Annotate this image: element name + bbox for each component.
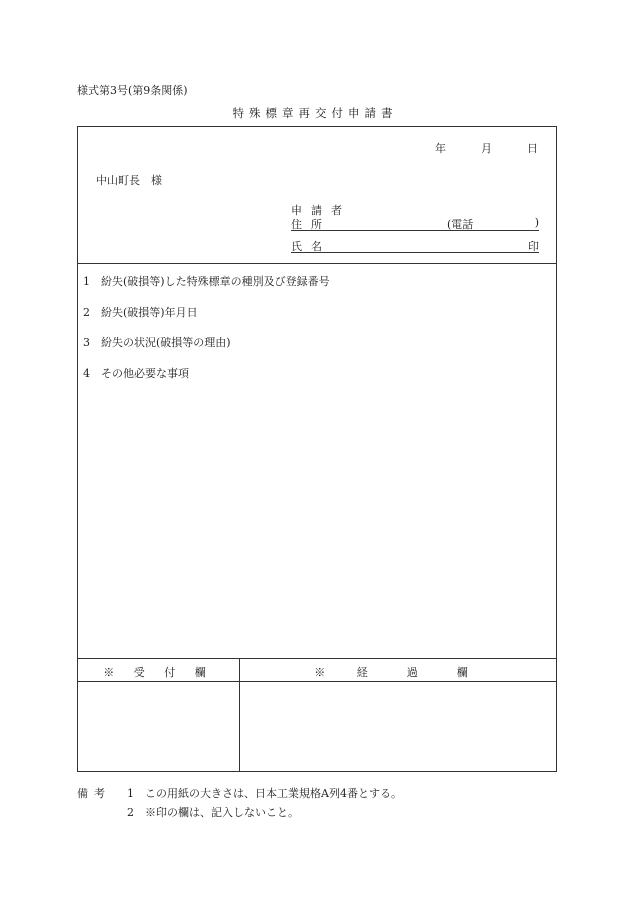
page-title: 特殊標章再交付申請書	[232, 106, 398, 120]
note-row-1	[77, 784, 402, 803]
tel-label: (電話	[447, 218, 474, 231]
address-label: 住所	[291, 218, 331, 231]
address-field[interactable]	[291, 216, 539, 231]
name-label: 氏名	[291, 240, 331, 253]
name-field[interactable]	[291, 238, 539, 253]
progress-column-header: ※ 経 過 欄	[314, 666, 482, 679]
date-month-label: 月	[481, 142, 492, 155]
note-row-2	[77, 803, 402, 822]
grid-top-line	[78, 658, 556, 659]
notes-lead: 備考	[77, 787, 111, 800]
item-1: 1 紛失(破損等)した特殊標章の種別及び登録番号	[83, 275, 330, 288]
item-2: 2 紛失(破損等)年月日	[83, 306, 198, 319]
date-line	[435, 140, 538, 156]
addressee: 中山町長 様	[96, 174, 162, 187]
note-number: 1	[127, 787, 134, 800]
grid-header-line	[78, 681, 556, 682]
notes	[77, 784, 402, 822]
header-divider	[78, 263, 556, 264]
form-number-label: 様式第3号(第9条関係)	[77, 84, 188, 97]
date-day-label: 日	[527, 142, 538, 155]
note-text: この用紙の大きさは、日本工業規格A列4番とする。	[145, 787, 402, 800]
office-use-grid	[78, 658, 556, 771]
application-form-box	[77, 126, 557, 772]
item-4: 4 その他必要な事項	[83, 367, 189, 380]
note-text: ※印の欄は、記入しないこと。	[145, 806, 299, 819]
reception-column-header: ※ 受 付 欄	[103, 666, 214, 679]
note-number: 2	[127, 806, 134, 819]
applicant-label: 申請者	[291, 204, 351, 217]
date-year-label: 年	[435, 142, 446, 155]
item-3: 3 紛失の状況(破損等の理由)	[83, 336, 231, 349]
tel-close-paren: )	[534, 216, 539, 229]
seal-mark: 印	[528, 240, 539, 253]
